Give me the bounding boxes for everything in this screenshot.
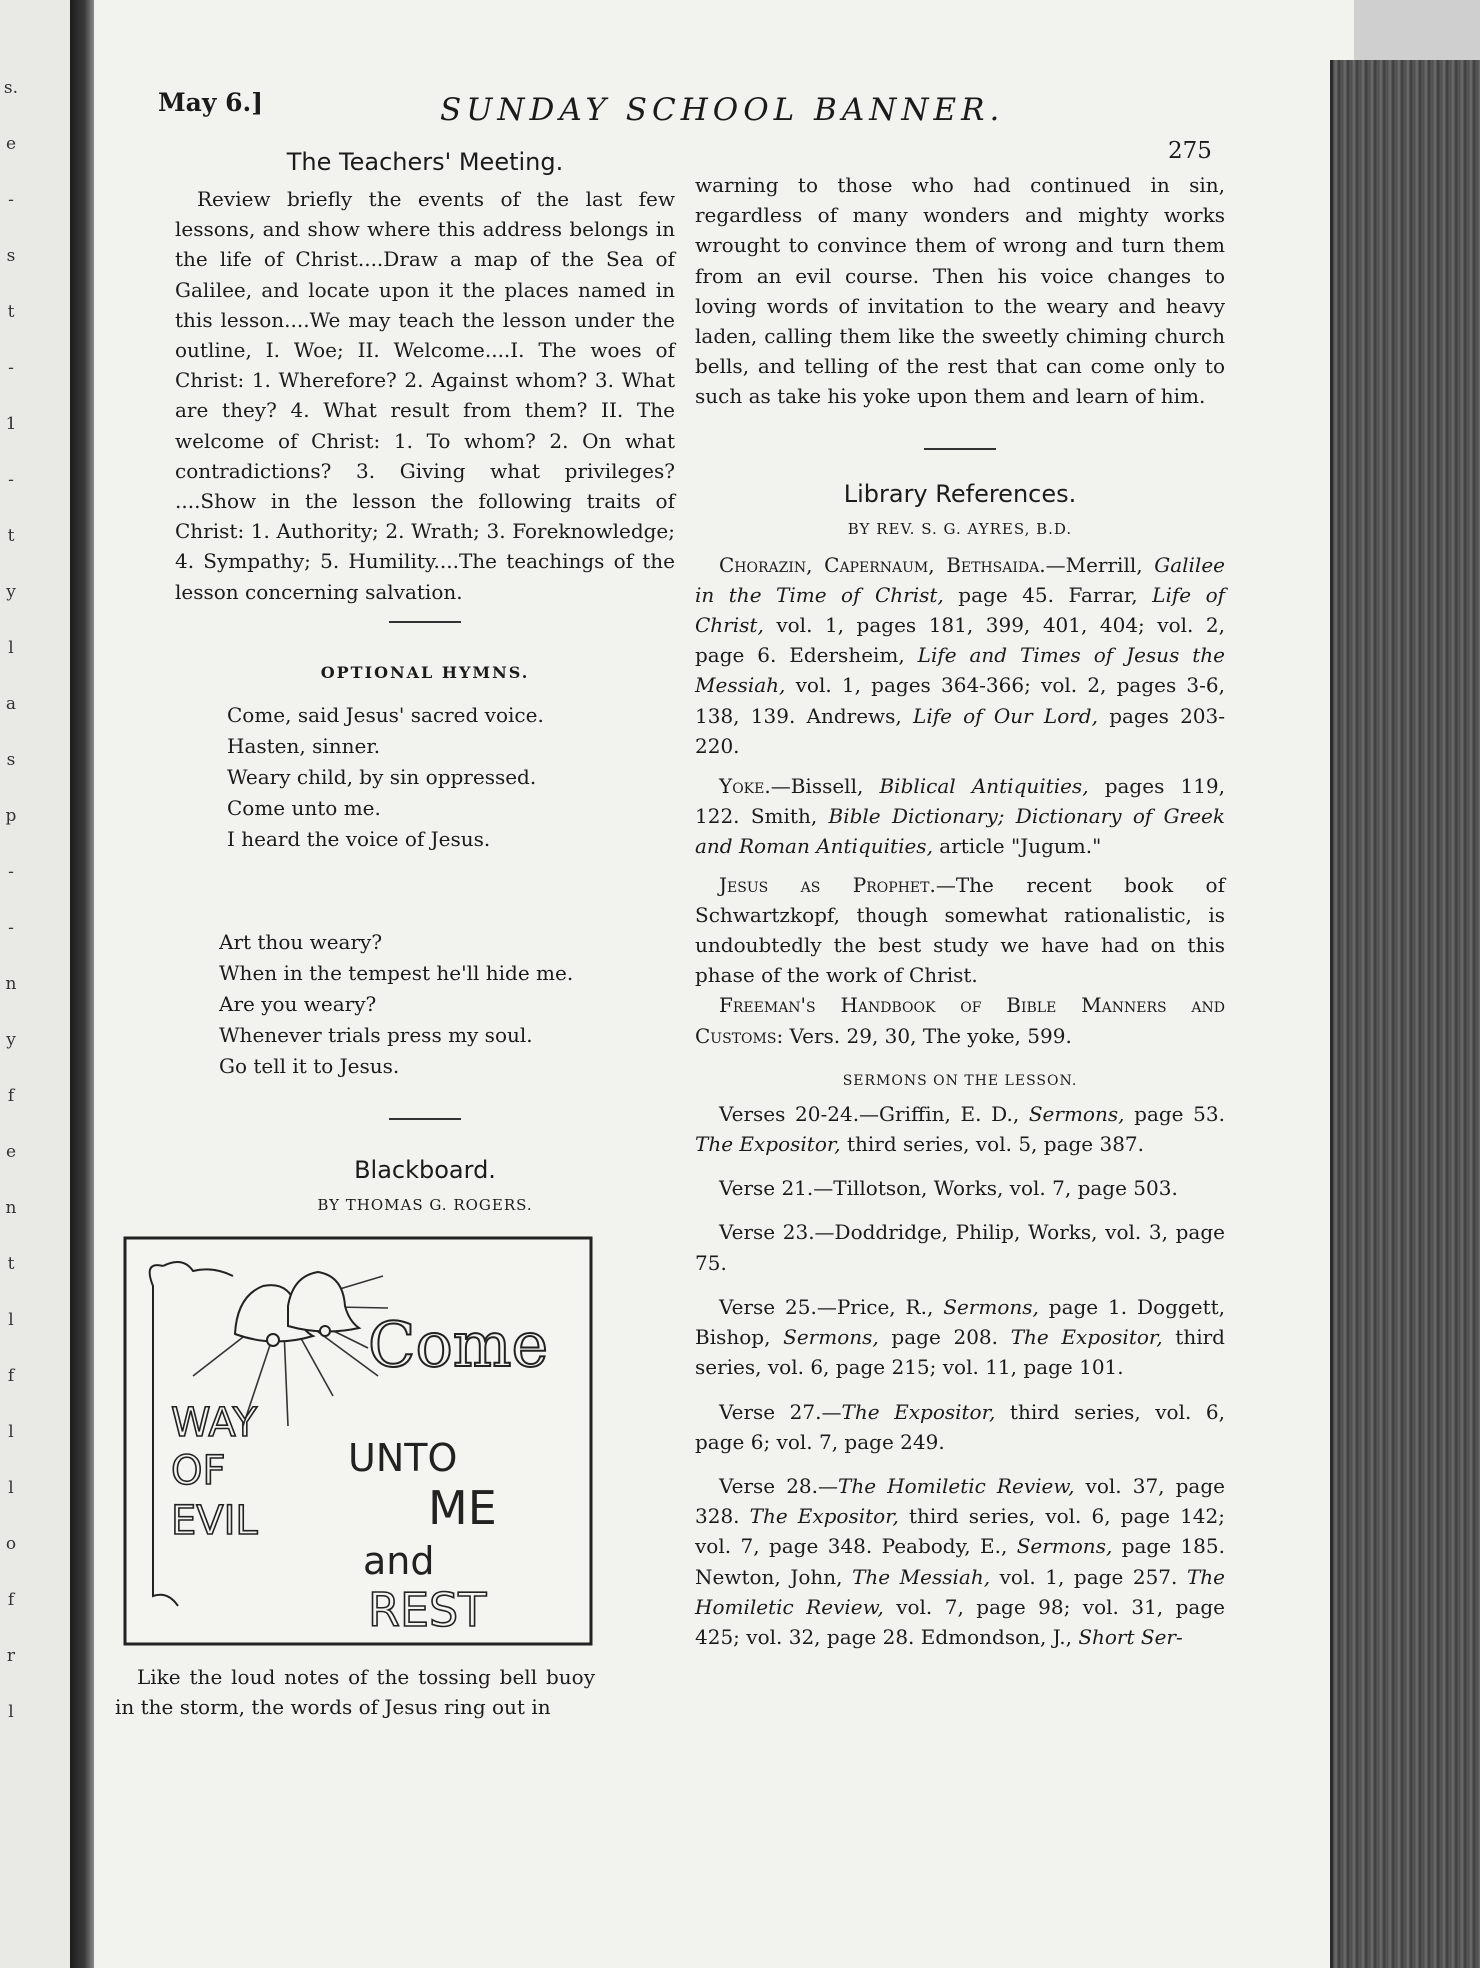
- entry-text: Verses 20-24.—Griffin, E. D.,: [719, 1101, 1029, 1126]
- drawing-word-unto: UNTO: [348, 1435, 458, 1480]
- facing-page-letter: o: [5, 1534, 17, 1554]
- drawing-word-me: ME: [428, 1480, 497, 1535]
- blackboard-drawing: [123, 1236, 593, 1646]
- hymn-line: Come, said Jesus' sacred voice.: [227, 702, 544, 727]
- facing-page-letter: f: [7, 1590, 15, 1610]
- entry-label: Yoke.: [719, 774, 771, 799]
- facing-page-letter: a: [5, 694, 17, 714]
- facing-page-letter: 1: [5, 414, 17, 434]
- facing-page-letter: f: [7, 1366, 15, 1386]
- entry-title: The Messiah,: [852, 1564, 991, 1589]
- hymn-line: When in the tempest he'll hide me.: [219, 960, 574, 985]
- entry-title: Sermons,: [1016, 1534, 1113, 1559]
- entry-text: —Merrill,: [1045, 552, 1155, 577]
- entry-text: Verse 21.—Tillotson, Works, vol. 7, page 503.: [719, 1176, 1178, 1201]
- drawing-word-come: Come: [368, 1307, 549, 1381]
- drawing-word-of: OF: [171, 1447, 226, 1494]
- entry-title: Biblical Antiquities,: [879, 774, 1089, 799]
- entry-text: vol. 1, page 257.: [990, 1564, 1187, 1589]
- facing-page-letter: n: [5, 1198, 17, 1218]
- facing-page-letter: -: [8, 918, 14, 938]
- entry-text: pages 203-220.: [695, 703, 1225, 758]
- facing-page-letter: l: [8, 1310, 14, 1330]
- entry-text: Verse 27.—: [719, 1399, 842, 1424]
- facing-page-letter: t: [7, 526, 15, 546]
- facing-page-letter: f: [7, 1086, 15, 1106]
- entry-title: The Homiletic Review,: [838, 1473, 1075, 1498]
- book-gutter: [70, 0, 94, 1968]
- entry-title: Short Ser-: [1078, 1624, 1183, 1649]
- hymn-line: Hasten, sinner.: [227, 733, 381, 758]
- entry-title: Life and Times of Jesus the Messiah,: [695, 643, 1225, 698]
- entry-title: The Expositor,: [1010, 1325, 1163, 1350]
- entry-title: Sermons,: [943, 1294, 1039, 1319]
- header-date: May 6.]: [158, 88, 264, 117]
- entry-text: —The recent book of Schwartzkopf, though somewhat rationalistic, is undoubtedly the best study we have had on this phase of the work of Christ.: [695, 872, 1225, 988]
- facing-page-letter: y: [6, 1030, 16, 1050]
- blackboard-byline: BY THOMAS G. ROGERS.: [317, 1195, 533, 1214]
- facing-page-letter: y: [6, 582, 16, 602]
- blackboard-heading: Blackboard.: [354, 1155, 496, 1184]
- facing-page-letter: l: [8, 1478, 14, 1498]
- entry-title: The Expositor,: [749, 1504, 899, 1529]
- teachers-meeting-text: Review briefly the events of the last few lessons, and show where this address belongs in the life of Christ....Draw a map of the Sea of Galilee, and locate upon it the places named in this lesson....We may teach the lesson under the outline, I. Woe; II. Welcome....I. The woes of Christ: 1. Wherefore? 2. Against whom? 3. What are they? 4. What result from them? II. The welcome of Christ: 1. To whom? 2. On what contradictions? 3. Giving what privileges? ....Show in the lesson the following traits of Christ: 1. Authority; 2. Wrath; 3. Foreknowledge; 4. Sympathy; 5. Humility....The teachings of the lesson concerning salvation.: [175, 187, 675, 604]
- facing-page-letter: l: [8, 1702, 14, 1722]
- sermon-entry: [695, 1099, 1225, 1159]
- facing-page-letter: s: [6, 246, 16, 266]
- drawing-word-and: and: [363, 1538, 435, 1583]
- entry-text: : Vers. 29, 30, The yoke, 599.: [776, 1023, 1072, 1048]
- entry-text: article "Jugum.": [932, 834, 1102, 859]
- facing-page-letter: l: [8, 1422, 14, 1442]
- blackboard-caption: Like the loud notes of the tossing bell buoy in the storm, the words of Jesus ring out in: [115, 1664, 595, 1720]
- left-column: [115, 148, 675, 1722]
- entry-text: page 208.: [878, 1325, 1011, 1350]
- sermon-entry: [695, 1173, 1225, 1203]
- section-rule: [389, 621, 461, 623]
- optional-hymns-heading: OPTIONAL HYMNS.: [320, 662, 530, 682]
- page-number: 275: [1168, 138, 1212, 164]
- sermons-heading: SERMONS ON THE LESSON.: [842, 1072, 1078, 1089]
- right-column: [695, 170, 1225, 1652]
- facing-page-letter: e: [5, 1142, 17, 1162]
- facing-page-letters: [0, 60, 22, 1740]
- entry-text: page 45. Farrar,: [943, 582, 1153, 607]
- entry-text: page 185. Newton, John,: [695, 1534, 1225, 1589]
- facing-page-letter: s: [6, 750, 16, 770]
- entry-text: third series, vol. 5, page 387.: [840, 1132, 1145, 1157]
- entry-title: Sermons,: [783, 1325, 879, 1350]
- entry-text: vol. 1, pages 181, 399, 401, 404; vol. 2, page 6. Edersheim,: [695, 613, 1225, 668]
- library-byline: BY REV. S. G. AYRES, B.D.: [847, 519, 1073, 538]
- section-rule: [389, 1118, 461, 1120]
- entry-text: page 53.: [1124, 1101, 1225, 1126]
- entry-title: Galilee in the Time of Christ,: [695, 552, 1225, 607]
- entry-title: Life of Our Lord,: [913, 703, 1098, 728]
- header-title: SUNDAY SCHOOL BANNER.: [440, 92, 1005, 128]
- entry-title: The Expositor,: [695, 1132, 841, 1157]
- hymn-line: Whenever trials press my soul.: [219, 1022, 533, 1047]
- facing-page-letter: -: [8, 190, 14, 210]
- drawing-word-rest: REST: [368, 1582, 487, 1637]
- entry-label: Freeman's Handbook of Bible Manners and Customs: [695, 993, 1225, 1048]
- entry-text: Verse 25.—Price, R.,: [719, 1294, 944, 1319]
- sermon-entry: [695, 1471, 1225, 1652]
- drawing-word-evil: EVIL: [171, 1497, 258, 1544]
- library-entry: [695, 550, 1225, 761]
- entry-title: The Homiletic Review,: [695, 1564, 1225, 1619]
- facing-page-letter: -: [8, 470, 14, 490]
- entry-text: vol. 37, page 328.: [695, 1473, 1225, 1529]
- entry-text: page 1. Doggett, Bishop,: [695, 1294, 1226, 1350]
- library-entry: [695, 870, 1225, 991]
- entry-text: third series, vol. 6, page 142; vol. 7, page 348. Peabody, E.,: [695, 1504, 1225, 1559]
- sermon-entry: [695, 1292, 1225, 1383]
- book-page-edges: [1330, 60, 1480, 1968]
- facing-page-letter: t: [7, 302, 15, 322]
- sermon-entry: [695, 1397, 1225, 1457]
- hymn-line: Weary child, by sin oppressed.: [227, 764, 537, 789]
- facing-page-letter: -: [8, 358, 14, 378]
- entry-text: vol. 1, pages 364-366; vol. 2, pages 3-6, 138, 139. Andrews,: [695, 673, 1225, 728]
- entry-text: Verse 23.—Doddridge, Philip, Works, vol. 3, page 75.: [695, 1220, 1225, 1275]
- entry-title: Life of Christ,: [695, 582, 1226, 638]
- hymn-line: I heard the voice of Jesus.: [227, 826, 491, 851]
- entry-text: vol. 7, page 98; vol. 31, page 425; vol. 32, page 28. Edmondson, J.,: [695, 1594, 1225, 1649]
- entry-text: third series, vol. 6, page 6; vol. 7, page 249.: [695, 1399, 1225, 1454]
- hymn-line: Are you weary?: [219, 991, 377, 1016]
- entry-title: Bible Dictionary; Dictionary of Greek and Roman Antiquities,: [695, 804, 1225, 859]
- entry-text: Verse 28.—: [719, 1473, 838, 1498]
- entry-title: Sermons,: [1028, 1101, 1125, 1126]
- hymn-line: Come unto me.: [227, 795, 381, 820]
- teachers-meeting-heading: The Teachers' Meeting.: [286, 148, 564, 176]
- entry-title: The Expositor,: [841, 1399, 996, 1424]
- library-entry: [695, 990, 1225, 1050]
- hymn-line: Art thou weary?: [219, 929, 383, 954]
- hymn-line: Go tell it to Jesus.: [219, 1053, 400, 1078]
- drawing-word-way: WAY: [171, 1399, 258, 1446]
- facing-page-letter: r: [6, 1646, 16, 1666]
- entry-text: third series, vol. 6, page 215; vol. 11, page 101.: [695, 1325, 1225, 1380]
- library-entry: [695, 771, 1225, 862]
- facing-page-letter: p: [5, 806, 17, 826]
- hymn-group-1: [175, 700, 675, 855]
- continuation-text: warning to those who had continued in sin, regardless of many wonders and mighty works wrought to convince them of wrong and turn them from an evil course. Then his voice changes to loving words of invitation to the weary and heavy laden, calling them like the sweetly chiming church bells, and telling of the rest that can come only to such as take his yoke upon them and learn of him.: [695, 173, 1225, 409]
- sermon-entry: [695, 1217, 1225, 1277]
- entry-text: pages 119, 122. Smith,: [695, 774, 1226, 829]
- facing-page-letter: l: [8, 638, 14, 658]
- facing-page-letter: -: [8, 862, 14, 882]
- entry-label: Chorazin, Capernaum, Bethsaida.: [719, 552, 1046, 577]
- entry-label: Jesus as Prophet.: [719, 872, 936, 897]
- entry-text: —Bissell,: [770, 774, 880, 799]
- facing-page-letter: t: [7, 1254, 15, 1274]
- library-references-heading: Library References.: [843, 479, 1077, 508]
- facing-page-letter: s.: [3, 78, 19, 98]
- facing-page-letter: e: [5, 134, 17, 154]
- section-rule: [924, 448, 996, 450]
- hymn-group-2: [175, 927, 675, 1082]
- facing-page-letter: n: [5, 974, 17, 994]
